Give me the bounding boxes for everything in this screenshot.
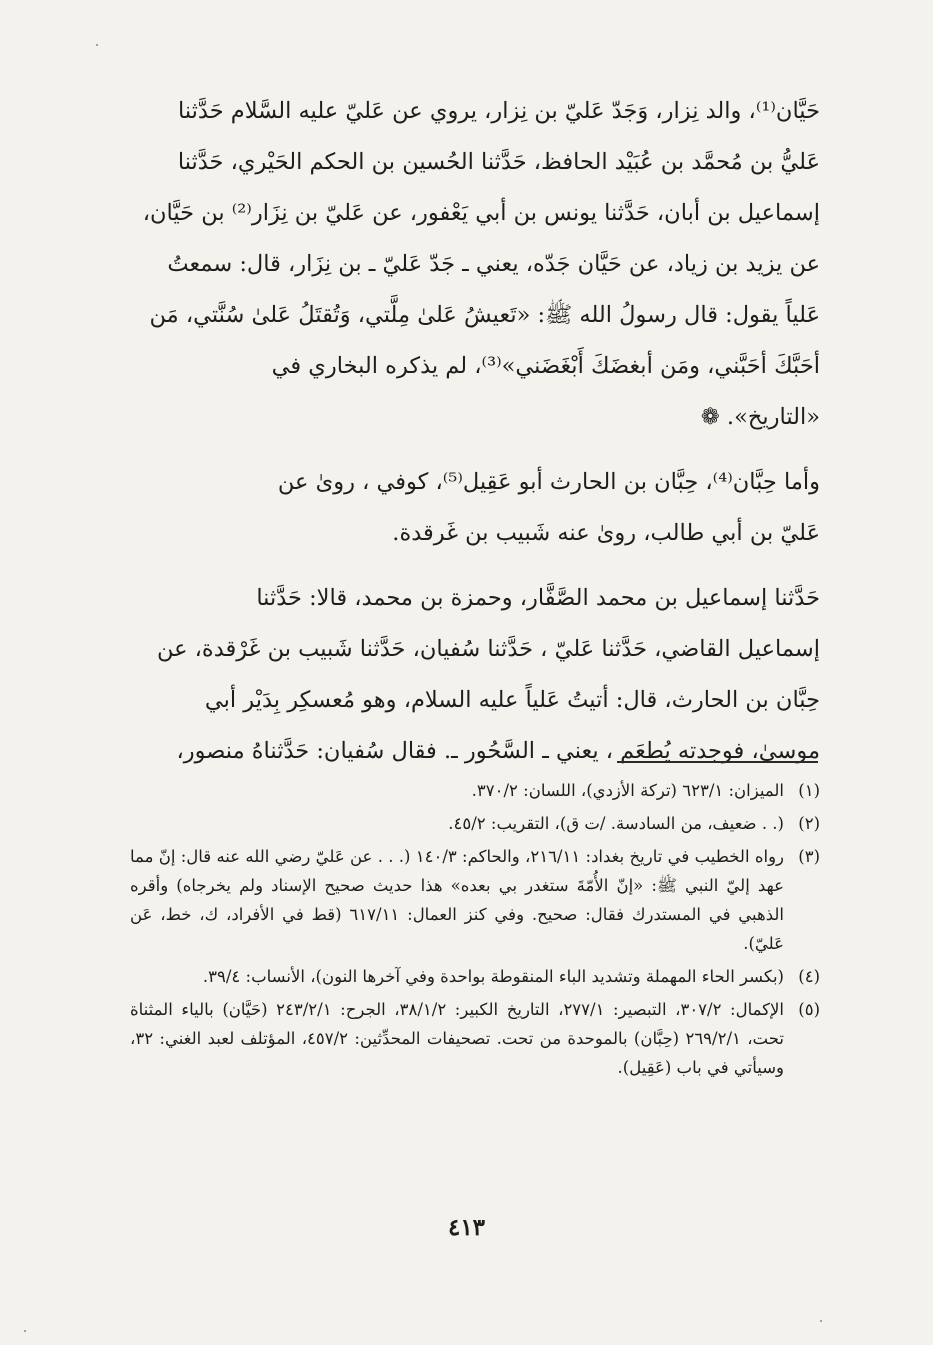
- footnote-separator: [617, 761, 818, 763]
- footnote-number: (١): [798, 781, 820, 800]
- text-line: أحَبَّكَ أحَبَّني، ومَن أبغضَكَ أَبْغَضَني»⁽³⁾، لم يذكره البخاري في: [271, 353, 820, 379]
- text-line: حَدَّثنا إسماعيل بن محمد الصَّفَّار، وحمزة بن محمد، قالا: حَدَّثنا: [256, 585, 820, 611]
- paragraph-hibban: [130, 457, 820, 559]
- paper-speck: [96, 44, 98, 46]
- text-line: إسماعيل بن أبان، حَدَّثنا يونس بن أبي يَعْفور، عن عَليّ بن نِزَار⁽²⁾ بن حَيَّان،: [142, 200, 820, 226]
- paragraph-hayyan: [130, 86, 820, 443]
- paper-speck: [24, 1330, 26, 1332]
- footnote-text: الميزان: ٦٢٣/١ (تركة الأزدي)، اللسان: ٣٧٠/٢.: [471, 781, 784, 800]
- footnote-number: (٥): [798, 1000, 820, 1019]
- footnote-text: (بكسر الحاء المهملة وتشديد الباء المنقوطة بواحدة وفي آخرها النون)، الأنساب: ٣٩/٤.: [202, 967, 784, 986]
- footnote-text: رواه الخطيب في تاريخ بغداد: ٢١٦/١١، والحاكم: ١٤٠/٣ (. . . عن عَليّ رضي الله عنه قال: إنّ مما عهد إليّ النبي ﷺ: «إنّ الأُمّةَ ستغدر بي بعده» هذا حديث صحيح الإسناد ولم يخرجاه) وأقره الذهبي في المستدرك فقال: صحيح. وفي كنز العمال: ٦١٧/١١ (قط في الأفراد، ك، خط، عَن عَليّ).: [130, 847, 785, 953]
- footnote-text: الإكمال: ٣٠٧/٢، التبصير: ٢٧٧/١، التاريخ الكبير: ٣٨/١/٢، الجرح: ٢٤٣/٢/١ (حَيَّان) بالياء المثناة تحت، ٢٦٩/٢/١ (حِبَّان) بالموحدة من تحت. تصحيفات المحدِّثين: ٤٥٧/٢، المؤتلف لعبد الغني: ٣٢، وسيأتي في باب (عَقِيل).: [130, 1000, 785, 1077]
- text-line: عن يزيد بن زياد، عن حَيَّان جَدّه، يعني ـ جَدّ عَليّ ـ بن نِزَار، قال: سمعتُ: [167, 251, 820, 277]
- text-line: حَيَّان⁽¹⁾، والد نِزار، وَجَدّ عَليّ بن نِزار، يروي عن عَليّ عليه السَّلام حَدَّثنا: [178, 98, 820, 124]
- text-line: حِبَّان بن الحارث، قال: أتيتُ عَلياً عليه السلام، وهو مُعسكِر بِدَيْر أبي: [204, 687, 820, 713]
- text-line: عَليّ بن أبي طالب، روىٰ عنه شَبيب بن غَرقدة.: [392, 520, 820, 546]
- footnote-5: [130, 995, 820, 1082]
- text-line: «التاريخ». ❁: [700, 404, 820, 430]
- footnote-number: (٤): [798, 967, 820, 986]
- page-number: ٤١٣: [447, 1214, 486, 1241]
- footnote-4: [130, 962, 820, 991]
- footnote-2: [130, 809, 820, 838]
- footnote-text: (. . ضعيف، من السادسة. /ت ق)، التقريب: ٤٥/٢.: [448, 814, 784, 833]
- text-line: موسىٰ، فوجدته يُطعَم ، يعني ـ السَّحُور ـ. فقال سُفيان: حَدَّثناهُ منصور،: [176, 738, 820, 764]
- main-text: [130, 86, 820, 777]
- footnote-number: (٣): [798, 847, 820, 866]
- text-line: وأما حِبَّان⁽⁴⁾، حِبَّان بن الحارث أبو عَقِيل⁽⁵⁾، كوفي ، روىٰ عن: [277, 469, 820, 495]
- text-line: عَليُّ بن مُحمَّد بن عُبَيْد الحافظ، حَدَّثنا الحُسين بن الحكم الحَيْري، حَدَّثنا: [177, 149, 820, 175]
- footnote-1: [130, 776, 820, 805]
- text-line: إسماعيل القاضي، حَدَّثنا عَليّ ، حَدَّثنا سُفيان، حَدَّثنا شَبيب بن غَرْقدة، عن: [156, 636, 820, 662]
- footnote-number: (٢): [798, 814, 820, 833]
- text-line: عَلياً يقول: قال رسولُ الله ﷺ: «تَعيشُ عَلىٰ مِلَّتي، وَتُقتَلُ عَلىٰ سُنَّتي، مَن: [149, 302, 820, 328]
- paper-speck: [820, 1320, 822, 1322]
- paragraph-isnad: [130, 573, 820, 777]
- footnotes: [130, 776, 820, 1086]
- footnote-3: [130, 842, 820, 958]
